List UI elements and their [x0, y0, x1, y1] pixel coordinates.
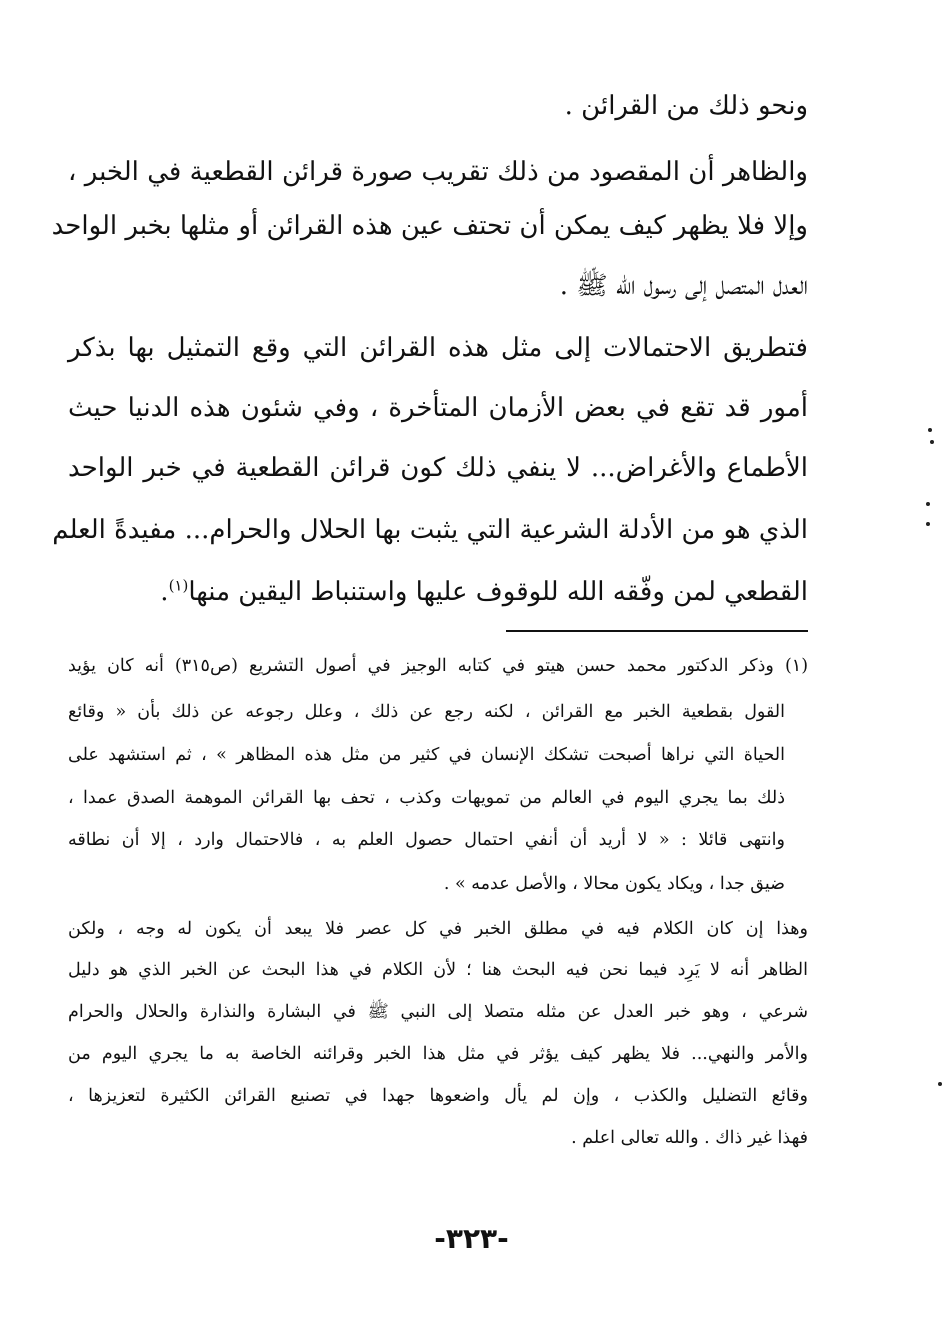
footnote-line: فهذا غير ذاك . والله تعالى اعلم .	[571, 1128, 808, 1148]
scan-speck	[938, 1082, 942, 1086]
main-text-fragment: القطعي لمن وفّقه الله للوقوف عليها واستنباط اليقين منها	[188, 577, 808, 607]
footnote-separator	[506, 630, 808, 632]
main-text-line: الذي هو من الأدلة الشرعية التي يثبت بها الحلال والحرام... مفيدةً العلم	[52, 515, 808, 545]
footnote-reference[interactable]: (١)	[168, 576, 189, 595]
footnote-line: ضيق جدا ، ويكاد يكون محالا ، والأصل عدمه » .	[443, 874, 785, 894]
footnote-line: الظاهر أنه لا يَرِد فيما نحن فيه البحث هنا ؛ لأن الكلام في هذا البحث عن الخبر الذي هو دليل	[68, 960, 808, 980]
scan-speck	[926, 502, 930, 506]
page-number: -٣٢٣-	[434, 1222, 509, 1255]
footnote-line: وهذا إن كان الكلام فيه في مطلق الخبر في كل عصر فلا يبعد أن يكون له وجه ، ولكن	[68, 919, 808, 939]
main-text-line: العدل المتصل إلى رسول الله ﷺ .	[559, 271, 808, 301]
footnote-line: القول بقطعية الخبر مع القرائن ، لكنه رجع عن ذلك ، وعلل رجوعه عن ذلك بأن « وقائع	[68, 702, 785, 722]
main-text-line: والظاهر أن المقصود من ذلك تقريب صورة قرائن القطعية في الخبر ،	[68, 157, 808, 187]
main-text-line: أمور قد تقع في بعض الأزمان المتأخرة ، وفي شئون هذه الدنيا حيث	[68, 393, 808, 423]
footnote-line: وانتهى قائلا : « لا أريد أن أنفي احتمال حصول العلم به ، فالاحتمال وارد ، إلا أن نطاقه	[68, 830, 785, 850]
main-text-line: وإلا فلا يظهر كيف يمكن أن تحتف عين هذه القرائن أو مثلها بخبر الواحد	[51, 211, 808, 241]
main-text-line: القطعي لمن وفّقه الله للوقوف عليها واستنباط اليقين منها$^{(١)}$.	[160, 576, 808, 607]
footnote-line: (١) وذكر الدكتور محمد حسن هيتو في كتابه الوجيز في أصول التشريع (ص٣١٥) أنه كان يؤيد	[68, 656, 809, 676]
footnote-line: والأمر والنهي... فلا يظهر كيف يؤثر في مثل هذا الخبر وقرائنه الخاصة به ما يجري اليوم من	[68, 1044, 808, 1064]
scan-speck	[926, 522, 930, 526]
scan-speck	[930, 440, 934, 444]
footnote-line: الحياة التي نراها أصبحت تشكك الإنسان في كثير من مثل هذه المظاهر » ، ثم استشهد على	[68, 745, 785, 765]
main-text-line: فتطريق الاحتمالات إلى مثل هذه القرائن التي وقع التمثيل بها بذكر	[68, 333, 808, 363]
main-text-line: ونحو ذلك من القرائن .	[564, 91, 808, 121]
footnote-line: شرعي ، وهو خبر العدل عن مثله متصلا إلى النبي ﷺ في البشارة والنذارة والحلال والحرام	[68, 1002, 808, 1022]
main-text-line: الأطماع والأغراض... لا ينفي ذلك كون قرائن القطعية في خبر الواحد	[68, 453, 808, 483]
footnote-line: وقائع التضليل والكذب ، وإن لم يأل واضعوها جهدا في تصنيع القرائن الكثيرة لتعزيزها ،	[68, 1086, 808, 1106]
footnote-line: ذلك بما يجري اليوم في العالم من تمويهات وكذب ، تحف بها القرائن الموهمة الصدق عمدا ،	[68, 788, 785, 808]
scan-speck	[928, 428, 932, 432]
